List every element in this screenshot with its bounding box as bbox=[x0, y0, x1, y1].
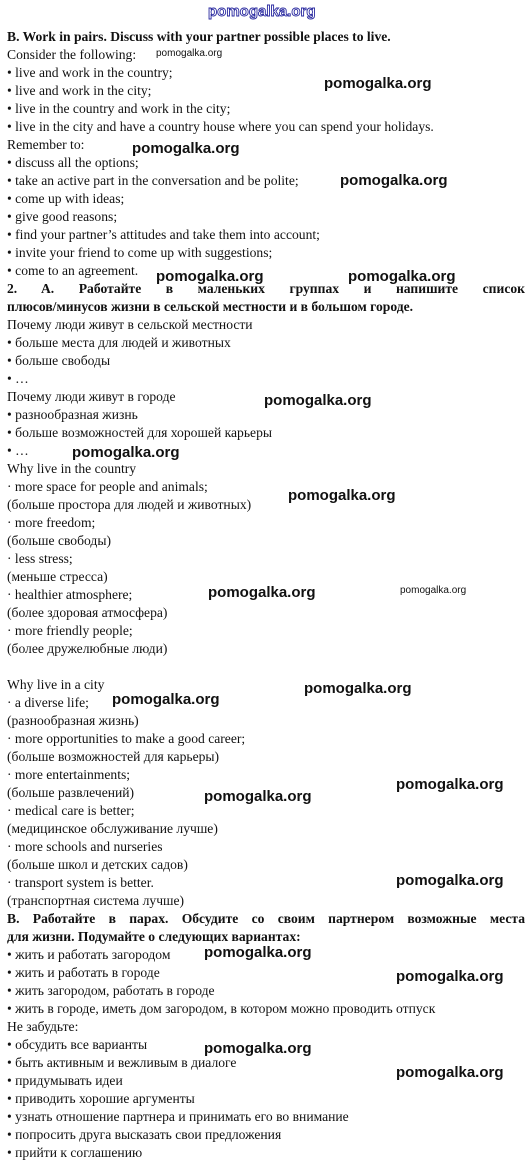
tip-line: • find your partner’s attitudes and take them into account; bbox=[7, 227, 320, 242]
list-item: • … bbox=[7, 443, 29, 458]
answer-line: · more friendly people; bbox=[7, 623, 133, 638]
watermark: pomogalka.org bbox=[208, 584, 316, 601]
list-item: • разнообразная жизнь bbox=[7, 407, 138, 422]
answer-line: (медицинское обслуживание лучше) bbox=[7, 821, 218, 836]
answer-line: · transport system is better. bbox=[7, 875, 154, 890]
list-item: • больше места для людей и животных bbox=[7, 335, 231, 350]
watermark: pomogalka.org bbox=[304, 680, 412, 697]
answer-line: (более здоровая атмосфера) bbox=[7, 605, 168, 620]
task-2a-title-line2: плюсов/минусов жизни в сельской местности и в большом городе. bbox=[7, 299, 414, 314]
remember-label: Remember to: bbox=[7, 137, 85, 152]
header-watermark[interactable]: pomogalka.org bbox=[208, 3, 316, 20]
task-b-ru-title-line1: B. Работайте в парах. Обсудите со своим партнером возможные места bbox=[7, 911, 525, 926]
watermark: pomogalka.org bbox=[396, 968, 504, 985]
answer-line: · healthier atmosphere; bbox=[7, 587, 133, 602]
option-line: • жить и работать в городе bbox=[7, 965, 160, 980]
watermark: pomogalka.org bbox=[288, 487, 396, 504]
tip-line: • быть активным и вежливым в диалоге bbox=[7, 1055, 237, 1070]
answer-line: (больше простора для людей и животных) bbox=[7, 497, 252, 512]
watermark: pomogalka.org bbox=[156, 268, 264, 285]
watermark: pomogalka.org bbox=[72, 444, 180, 461]
option-line: • live in the country and work in the city; bbox=[7, 101, 231, 116]
answer-line: (больше развлечений) bbox=[7, 785, 135, 800]
answer-line: · more space for people and animals; bbox=[7, 479, 208, 494]
watermark: pomogalka.org bbox=[204, 944, 312, 961]
watermark: pomogalka.org bbox=[204, 1040, 312, 1057]
answer-line: · more entertainments; bbox=[7, 767, 131, 782]
tip-line: • обсудить все варианты bbox=[7, 1037, 148, 1052]
answer-line: · more freedom; bbox=[7, 515, 96, 530]
option-line: • жить и работать загородом bbox=[7, 947, 171, 962]
tip-line: • прийти к соглашению bbox=[7, 1145, 143, 1160]
watermark: pomogalka.org bbox=[112, 691, 220, 708]
tip-line: • take an active part in the conversation and be polite; bbox=[7, 173, 299, 188]
watermark: pomogalka.org bbox=[324, 75, 432, 92]
list-item: • больше свободы bbox=[7, 353, 111, 368]
tip-line: • попросить друга высказать свои предложения bbox=[7, 1127, 282, 1142]
answer-line: (больше свободы) bbox=[7, 533, 111, 548]
remember-label-ru: Не забудьте: bbox=[7, 1019, 79, 1034]
answer-line: · medical care is better; bbox=[7, 803, 135, 818]
watermark: pomogalka.org bbox=[396, 872, 504, 889]
task-b-ru-title-line2: для жизни. Подумайте о следующих вариантах: bbox=[7, 929, 301, 944]
answer-line: (больше школ и детских садов) bbox=[7, 857, 188, 872]
task-b-en-title: B. Work in pairs. Discuss with your partner possible places to live. bbox=[7, 29, 391, 44]
tip-line: • give good reasons; bbox=[7, 209, 118, 224]
answer-line: · a diverse life; bbox=[7, 695, 89, 710]
list-item: • … bbox=[7, 371, 29, 386]
watermark: pomogalka.org bbox=[132, 140, 240, 157]
city-answer-heading: Why live in a city bbox=[7, 677, 105, 692]
watermark: pomogalka.org bbox=[156, 48, 223, 59]
tip-line: • discuss all the options; bbox=[7, 155, 139, 170]
country-heading-ru: Почему люди живут в сельской местности bbox=[7, 317, 253, 332]
answer-line: (меньше стресса) bbox=[7, 569, 108, 584]
tip-line: • приводить хорошие аргументы bbox=[7, 1091, 195, 1106]
answer-line: (больше возможностей для карьеры) bbox=[7, 749, 220, 764]
task-2a-title-line1: 2. A. Работайте в маленьких группах и напишите список bbox=[7, 281, 525, 296]
option-line: • live and work in the country; bbox=[7, 65, 173, 80]
watermark: pomogalka.org bbox=[204, 788, 312, 805]
list-item: • больше возможностей для хорошей карьеры bbox=[7, 425, 273, 440]
option-line: • live in the city and have a country house where you can spend your holidays. bbox=[7, 119, 434, 134]
answer-line: · less stress; bbox=[7, 551, 73, 566]
consider-label: Consider the following: bbox=[7, 47, 137, 62]
tip-line: • invite your friend to come up with suggestions; bbox=[7, 245, 273, 260]
watermark: pomogalka.org bbox=[396, 776, 504, 793]
country-answer-heading: Why live in the country bbox=[7, 461, 137, 476]
watermark: pomogalka.org bbox=[340, 172, 448, 189]
tip-line: • come to an agreement. bbox=[7, 263, 139, 278]
answer-line: (более дружелюбные люди) bbox=[7, 641, 168, 656]
watermark: pomogalka.org bbox=[264, 392, 372, 409]
watermark: pomogalka.org bbox=[396, 1064, 504, 1081]
option-line: • жить загородом, работать в городе bbox=[7, 983, 215, 998]
tip-line: • узнать отношение партнера и принимать его во внимание bbox=[7, 1109, 349, 1124]
option-line: • жить в городе, иметь дом загородом, в котором можно проводить отпуск bbox=[7, 1001, 436, 1016]
answer-line: · more opportunities to make a good career; bbox=[7, 731, 246, 746]
city-heading-ru: Почему люди живут в городе bbox=[7, 389, 176, 404]
tip-line: • придумывать идеи bbox=[7, 1073, 123, 1088]
watermark: pomogalka.org bbox=[348, 268, 456, 285]
answer-line: · more schools and nurseries bbox=[7, 839, 163, 854]
answer-line: (транспортная система лучше) bbox=[7, 893, 185, 908]
watermark: pomogalka.org bbox=[400, 585, 467, 596]
answer-line: (разнообразная жизнь) bbox=[7, 713, 139, 728]
tip-line: • come up with ideas; bbox=[7, 191, 125, 206]
option-line: • live and work in the city; bbox=[7, 83, 152, 98]
